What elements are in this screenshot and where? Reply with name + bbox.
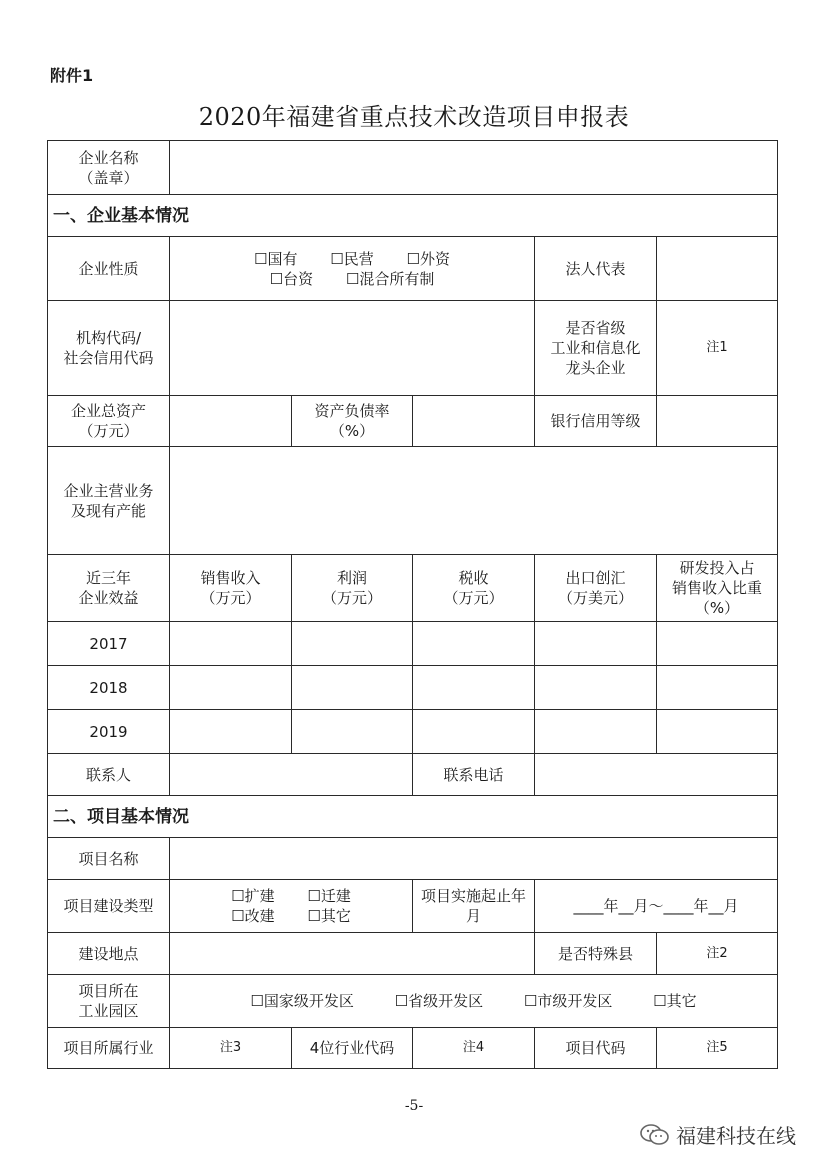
- main-business-label: 企业主营业务 及现有产能: [47, 446, 170, 555]
- checkbox-relocate[interactable]: ☐迁建: [307, 887, 351, 905]
- year-2018-export[interactable]: [534, 665, 657, 710]
- benefit-header-tax: 税收 （万元）: [412, 554, 535, 622]
- note-2: 注2: [656, 932, 778, 975]
- contact-field[interactable]: [169, 753, 413, 796]
- industry-code-label: 4位行业代码: [291, 1027, 413, 1069]
- project-name-field[interactable]: [169, 837, 778, 880]
- checkbox-private[interactable]: ☐民营: [330, 249, 374, 268]
- application-form-table: [47, 140, 778, 1069]
- period-label: 项目实施起止年 月: [412, 879, 535, 933]
- project-code-label: 项目代码: [534, 1027, 657, 1069]
- year-2019-tax[interactable]: [412, 709, 535, 754]
- main-business-field[interactable]: [169, 446, 778, 555]
- special-county-label: 是否特殊县: [534, 932, 657, 975]
- total-assets-field[interactable]: [169, 395, 292, 447]
- watermark: [640, 1120, 796, 1149]
- build-type-label: 项目建设类型: [47, 879, 170, 933]
- legal-rep-field[interactable]: [656, 236, 778, 301]
- watermark-text: 福建科技在线: [676, 1124, 796, 1148]
- checkbox-renovate[interactable]: ☐改建: [231, 907, 275, 925]
- enterprise-nature-options[interactable]: [169, 236, 535, 301]
- year-2018-profit[interactable]: [291, 665, 413, 710]
- total-assets-label: 企业总资产 （万元）: [47, 395, 170, 447]
- year-2019-export[interactable]: [534, 709, 657, 754]
- year-2018-label: 2018: [47, 665, 170, 710]
- checkbox-other-type[interactable]: ☐其它: [307, 907, 351, 925]
- provincial-leader-label: 是否省级 工业和信息化 龙头企业: [534, 300, 657, 396]
- site-field[interactable]: [169, 932, 535, 975]
- year-2019-sales[interactable]: [169, 709, 292, 754]
- checkbox-taiwan[interactable]: ☐台资: [269, 269, 314, 288]
- benefit-header-sales: 销售收入 （万元）: [169, 554, 292, 622]
- year-2018-tax[interactable]: [412, 665, 535, 710]
- legal-rep-label: 法人代表: [534, 236, 657, 301]
- year-2017-tax[interactable]: [412, 621, 535, 666]
- year-2017-sales[interactable]: [169, 621, 292, 666]
- contact-label: 联系人: [47, 753, 170, 796]
- org-code-field[interactable]: [169, 300, 535, 396]
- industry-label: 项目所属行业: [47, 1027, 170, 1069]
- company-name-label: 企业名称 （盖章）: [47, 140, 170, 195]
- note-4: 注4: [412, 1027, 535, 1069]
- note-3: 注3: [169, 1027, 292, 1069]
- year-2017-label: 2017: [47, 621, 170, 666]
- year-2019-label: 2019: [47, 709, 170, 754]
- checkbox-expand[interactable]: ☐扩建: [231, 887, 275, 905]
- benefit-header-rnd: 研发投入占 销售收入比重 （%）: [656, 554, 778, 622]
- attachment-label: 附件1: [50, 66, 94, 85]
- checkbox-foreign[interactable]: ☐外资: [406, 249, 450, 268]
- checkbox-provincial-zone[interactable]: ☐省级开发区: [394, 992, 484, 1010]
- contact-phone-field[interactable]: [534, 753, 778, 796]
- debt-ratio-label: 资产负债率 （%）: [291, 395, 413, 447]
- checkbox-state-owned[interactable]: ☐国有: [254, 249, 298, 268]
- wechat-icon: [640, 1123, 670, 1147]
- checkbox-mixed-ownership[interactable]: ☐混合所有制: [345, 269, 435, 288]
- benefit-header-years: 近三年 企业效益: [47, 554, 170, 622]
- form-title: 2020年福建省重点技术改造项目申报表: [198, 103, 630, 131]
- year-2018-rnd[interactable]: [656, 665, 778, 710]
- year-2019-rnd[interactable]: [656, 709, 778, 754]
- year-2017-rnd[interactable]: [656, 621, 778, 666]
- bank-credit-field[interactable]: [656, 395, 778, 447]
- benefit-header-export: 出口创汇 （万美元）: [534, 554, 657, 622]
- company-name-field[interactable]: [169, 140, 778, 195]
- note-5: 注5: [656, 1027, 778, 1069]
- org-code-label: 机构代码/ 社会信用代码: [47, 300, 170, 396]
- page-number: -5-: [404, 1098, 424, 1114]
- year-2019-profit[interactable]: [291, 709, 413, 754]
- year-2017-profit[interactable]: [291, 621, 413, 666]
- park-options[interactable]: [169, 974, 778, 1028]
- checkbox-city-zone[interactable]: ☐市级开发区: [523, 992, 613, 1010]
- checkbox-other-zone[interactable]: ☐其它: [653, 992, 697, 1010]
- site-label: 建设地点: [47, 932, 170, 975]
- year-2018-sales[interactable]: [169, 665, 292, 710]
- contact-phone-label: 联系电话: [412, 753, 535, 796]
- park-label: 项目所在 工业园区: [47, 974, 170, 1028]
- period-field[interactable]: ____年__月～____年__月: [534, 879, 778, 933]
- note-1: 注1: [656, 300, 778, 396]
- debt-ratio-field[interactable]: [412, 395, 535, 447]
- year-2017-export[interactable]: [534, 621, 657, 666]
- bank-credit-label: 银行信用等级: [534, 395, 657, 447]
- enterprise-nature-label: 企业性质: [47, 236, 170, 301]
- benefit-header-profit: 利润 （万元）: [291, 554, 413, 622]
- section-basic-company-info: 一、企业基本情况: [47, 194, 778, 237]
- build-type-options[interactable]: [169, 879, 413, 933]
- checkbox-national-zone[interactable]: ☐国家级开发区: [250, 992, 354, 1010]
- section-project-basic-info: 二、项目基本情况: [47, 795, 778, 838]
- project-name-label: 项目名称: [47, 837, 170, 880]
